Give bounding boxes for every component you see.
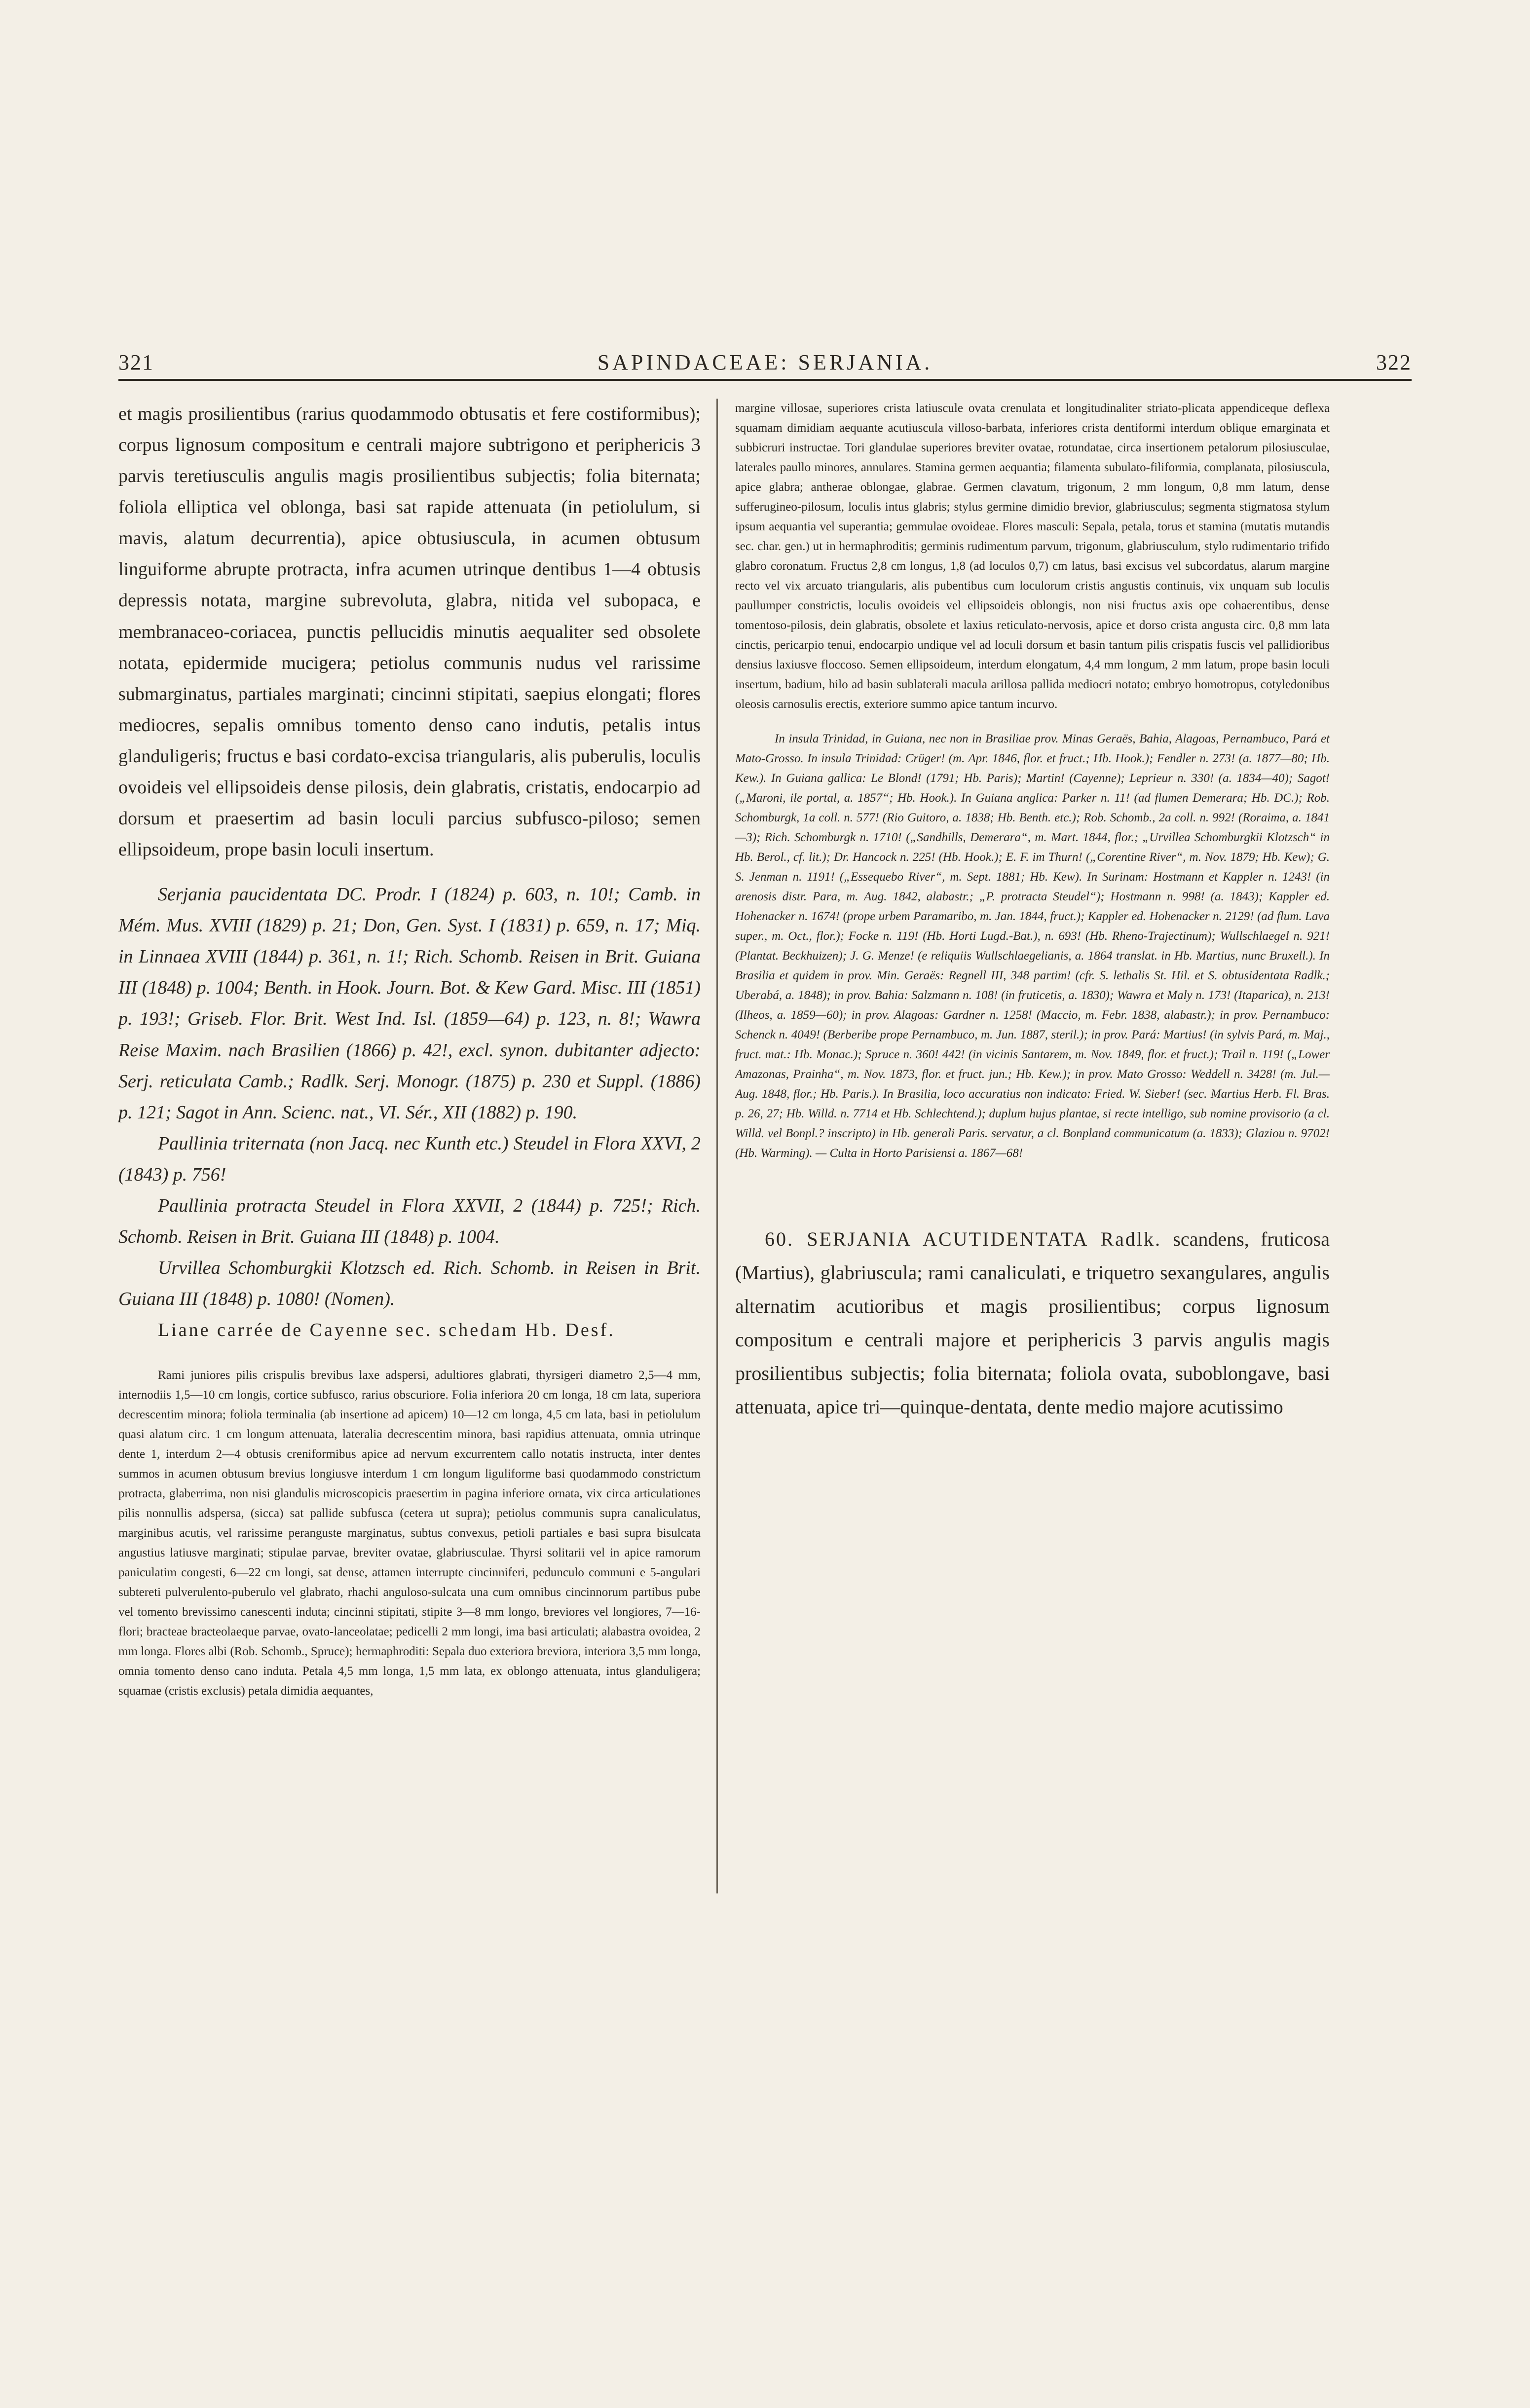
- species-diagnosis: scandens, fruticosa (Martius), glabriuscula; rami canaliculati, e triquetro sexangulares, angulis alternatim acutioribus et magis prosilientibus; corpus lignosum compositum e centrali majore et periphericis 3 parvis angulis magis prosilientibus subjectis; folia biternata; foliola ovata, suboblongave, basi attenuata, apice tri—quinque-dentata, dente medio majore acutissimo: [735, 1228, 1330, 1418]
- species-heading: 60. SERJANIA ACUTIDENTATA Radlk.: [765, 1228, 1162, 1250]
- species-description: et magis prosilientibus (rarius quodammodo obtusatis et fere costiformibus); corpus lignosum compositum e centrali majore subtrigono et periphericis 3 parvis teretiusculis angulis magis prosilientibus subjectis; folia biternata; foliola elliptica vel oblonga, basi sat rapide attenuata (in petiolulum, si mavis, alatum decurrentia), apice obtusiuscula, in acumen obtusum linguiforme abrupte protracta, infra acumen utrinque dentibus 1—4 obtusis depressis notata, margine subrevoluta, glabra, nitida vel subopaca, e membranaceo-coriacea, punctis pellucidis minutis aequaliter sed obsolete notata, epidermide mucigera; petiolus communis nudus vel rarissime submarginatus, partiales marginati; cincinni stipitati, saepius elongati; flores mediocres, sepalis omnibus tomento denso cano indutis, petalis intus glanduligeris; fructus e basi cordato-excisa triangularis, alis puberulis, loculis ovoideis vel ellipsoideis dense pilosis, dein glabratis, cristatis, endocarpio ad dorsum et praesertim ad basin loculi parcius subfusco-piloso; semen ellipsoideum, prope basin loculi insertum.: [118, 404, 701, 860]
- detailed-description: Rami juniores pilis crispulis brevibus laxe adspersi, adultiores glabrati, thyrsigeri diametro 2,5—4 mm, internodiis 1,5—10 cm longis, cortice subfusco, rarius obscuriore. Folia inferiora 20 cm longa, 18 cm lata, superiora decrescentim minora; foliola terminalia (ab insertione ad apicem) 10—12 cm longa, 4,5 cm lata, basi in petiolulum quasi alatum circ. 1 cm longum attenuata, lateralia decrescentim minora, basi rapidius attenuata, omnia utrinque dente 1, interdum 2—4 obtusis creniformibus apice ad nervum excurrentem callo notatis instructa, inter dentes summos in acumen obtusum brevius longiusve interdum 1 cm longum liguliforme basi quodammodo constrictum protracta, glaberrima, non nisi glandulis microscopicis praesertim in pagina inferiore ornata, vix circa articulationes pilis nonnullis adspersa, (sicca) sat pallide subfusca (cetera ut supra); petiolus communis supra canaliculatus, marginibus acutis, vel rarissime peranguste marginatus, subtus convexus, petioli partiales e basi supra bisulcata angustius latiusve marginati; stipulae parvae, breviter ovatae, glabriusculae. Thyrsi solitarii vel in apice ramorum paniculatim congesti, 6—22 cm longi, sat dense, attamen interrupte cincinniferi, pedunculo communi e 5-angulari subtereti pulverulento-puberulo vel glabrato, rhachi anguloso-sulcata una cum omnibus cincinnorum partibus pube vel tomento brevissimo canescenti induta; cincinni stipitati, stipite 3—8 mm longo, breviores vel longiores, 7—16-flori; bracteae bracteolaeque parvae, ovato-lanceolatae; pedicelli 2 mm longi, ima basi articulati; alabastra ovoidea, 2 mm longa. Flores albi (Rob. Schomb., Spruce); hermaphroditi: Sepala duo exteriora breviora, interiora 3,5 mm longa, omnia tomento denso cano induta. Petala 4,5 mm longa, 1,5 mm lata, ex oblongo attenuata, intus glanduligera; squamae (cristis exclusis) petala dimidia aequantes,: [118, 1369, 701, 1698]
- right-column: [735, 399, 1330, 2382]
- left-column: [118, 399, 701, 2382]
- synonym-entry: Urvillea Schomburgkii Klotzsch ed. Rich. Schomb. in Reisen in Brit. Guiana III (1848) p. 1080! (Nomen).: [118, 1258, 701, 1310]
- page-number-left: 321: [118, 350, 154, 374]
- column-divider: [716, 399, 718, 1893]
- vernacular-name: Liane carrée de Cayenne sec. schedam Hb. Desf.: [158, 1320, 615, 1341]
- new-species-entry: [735, 1223, 1330, 1424]
- localities-list: In insula Trinidad, in Guiana, nec non in Brasiliae prov. Minas Geraës, Bahia, Alagoas, Pernambuco, Pará et Mato-Grosso. In insula Trinidad: Crüger! (m. Apr. 1846, flor. et fruct.; Hb. Hook.); Fendler n. 273! (a. 1877—80; Hb. Kew.). In Guiana gallica: Le Blond! (1791; Hb. Paris); Martin! (Cayenne); Leprieur n. 330! (a. 1834—40); Sagot! („Maroni, ile portal, a. 1857“; Hb. Hook.). In Guiana anglica: Parker n. 11! (ad flumen Demerara; Hb. DC.); Rob. Schomburgk, 1a coll. n. 577! (Rio Guitoro, a. 1838; Hb. Benth. etc.); Rob. Schomb., 2a coll. n. 992! (Roraima, a. 1841—3); Rich. Schomburgk n. 1710! („Sandhills, Demerara“, m. Mart. 1844, flor.; „Urvillea Schomburgkii Klotzsch“ in Hb. Berol., cf. lit.); Dr. Hancock n. 225! (Hb. Hook.); E. F. im Thurn! („Corentine River“, m. Nov. 1879; Hb. Kew); G. S. Jenman n. 1191! („Essequebo River“, m. Sept. 1881; Hb. Kew). In Surinam: Hostmann et Kappler n. 1243! (in arenosis distr. Para, m. Aug. 1842, alabastr.; „P. protracta Steudel“); Hostmann n. 998! (a. 1843); Kappler ed. Hohenacker n. 1674! (prope urbem Paramaribo, m. Jan. 1844, fruct.); Kappler ed. Hohenacker n. 2129! (ad flum. Lava super., m. Oct., flor.); Focke n. 119! (Hb. Horti Lugd.-Bat.), n. 693! (Hb. Rheno-Trajectinum); Wullschlaegel n. 921! (Plantat. Beckhuizen); J. G. Menze! (e reliquiis Wullschlaegelianis, a. 1864 translat. in Hb. Martius, nunc Bruxell.). In Brasilia et quidem in prov. Min. Geraës: Regnell III, 348 partim! (cfr. S. lethalis St. Hil. et S. obtusidentata Radlk.; Uberabá, a. 1848); in prov. Bahia: Salzmann n. 108! (in fruticetis, a. 1830); Wawra et Maly n. 173! (Itaparica), n. 213! (Ilheos, a. 1859—60); in prov. Alagoas: Gardner n. 1258! (Maccio, m. Febr. 1838, alabastr.); in prov. Pernambuco: Schenck n. 4049! (Berberibe prope Pernambuco, m. Jun. 1887, steril.); in prov. Pará: Martius! (in sylvis Pará, m. Maj., fruct. mat.: Hb. Monac.); Spruce n. 360! 442! (in vicinis Santarem, m. Nov. 1849, flor. et fruct.); Trail n. 119! („Lower Amazonas, Prainha“, m. Nov. 1873, flor. et fruct. jun.; Hb. Kew.); in prov. Mato Grosso: Weddell n. 3428! (m. Jul.—Aug. 1848, flor.; Hb. Paris.). In Brasilia, loco accuratius non indicato: Fried. W. Sieber! (sec. Martius Herb. Fl. Bras. p. 26, 27; Hb. Willd. n. 7714 et Hb. Schlechtend.); duplum hujus plantae, si recte intelligo, sub nomine provisorio (a cl. Willd. vel Bonpl.? inscripto) in Hb. generali Paris. servatur, a cl. Bonpland communicatum (a. 1833); Glaziou n. 9702! (Hb. Warming). — Culta in Horto Parisiensi a. 1867—68!: [735, 732, 1330, 1160]
- page-number-right: 322: [1376, 350, 1412, 374]
- page-header: [118, 349, 1412, 381]
- synonym-entry: Paullinia protracta Steudel in Flora XXVII, 2 (1844) p. 725!; Rich. Schomb. Reisen in Brit. Guiana III (1848) p. 1004.: [118, 1195, 701, 1248]
- synonym-entry: Serjania paucidentata DC. Prodr. I (1824) p. 603, n. 10!; Camb. in Mém. Mus. XVIII (1829) p. 21; Don, Gen. Syst. I (1831) p. 659, n. 17; Miq. in Linnaea XVIII (1844) p. 361, n. 1!; Rich. Schomb. Reisen in Brit. Guiana III (1848) p. 1004; Benth. in Hook. Journ. Bot. & Kew Gard. Misc. III (1851) p. 193!; Griseb. Flor. Brit. West Ind. Isl. (1859—64) p. 123, n. 8!; Wawra Reise Maxim. nach Brasilien (1866) p. 42!, excl. synon. dubitanter adjecto: Serj. reticulata Camb.; Radlk. Serj. Monogr. (1875) p. 230 et Suppl. (1886) p. 121; Sagot in Ann. Scienc. nat., VI. Sér., XII (1882) p. 190.: [118, 884, 701, 1123]
- running-title: SAPINDACEAE: SERJANIA.: [597, 350, 933, 374]
- detailed-description-continued: margine villosae, superiores crista latiuscule ovata crenulata et longitudinaliter striato-plicata appendiceque deflexa squamam dimidiam aequante acutiuscula villoso-barbata, inferiores crista dentiformi interdum oblique emarginata et subbicruri instructae. Tori glandulae superiores breviter ovatae, rotundatae, circa insertionem petalorum pilosiusculae, laterales paullo minores, annulares. Stamina germen aequantia; filamenta subulato-filiformia, complanata, pilosiuscula, apice glabra; antherae oblongae, glabrae. Germen clavatum, trigonum, 2 mm longum, 0,8 mm latum, dense sufferugineo-pilosum, loculis intus glabris; stylus germine dimidio brevior, glabriusculus; segmenta stigmatosa stylum ipsum aequantia vel superantia; gemmulae ovoideae. Flores masculi: Sepala, petala, torus et stamina (mutatis mutandis sec. char. gen.) ut in hermaphroditis; germinis rudimentum parvum, trigonum, glabriusculum, stylo rudimentario trifido glabro coronatum. Fructus 2,8 cm longus, 1,8 (ad loculos 0,7) cm latus, basi excisus vel subcordatus, alarum margine recto vel vix arcuato triangularis, alis pubentibus cum loculorum cristis angustis continuis, vix unquam sub loculis paullumper constrictis, loculis ovoideis vel ellipsoideis oblongis, non nisi fructus axis ope cohaerentibus, dense tomentoso-pilosis, dein glabratis, obsolete et laxius reticulato-nervosis, apice et dorso crista angusta circ. 0,8 mm lata cinctis, pericarpio tenui, endocarpio undique vel ad loculi dorsum et basin tantum pilis crispatis fuscis vel pallidioribus densius laxiusve floccoso. Semen ellipsoideum, interdum elongatum, 4,4 mm longum, 2 mm latum, prope basin loculi insertum, badium, hilo ad basin sublaterali macula arillosa pallida mediocri notato; embryo homotropus, cotyledonibus oleosis carnosulis erectis, exteriore summo apice tantum incurvo.: [735, 402, 1330, 711]
- synonym-entry: Paullinia triternata (non Jacq. nec Kunth etc.) Steudel in Flora XXVI, 2 (1843) p. 756!: [118, 1133, 701, 1185]
